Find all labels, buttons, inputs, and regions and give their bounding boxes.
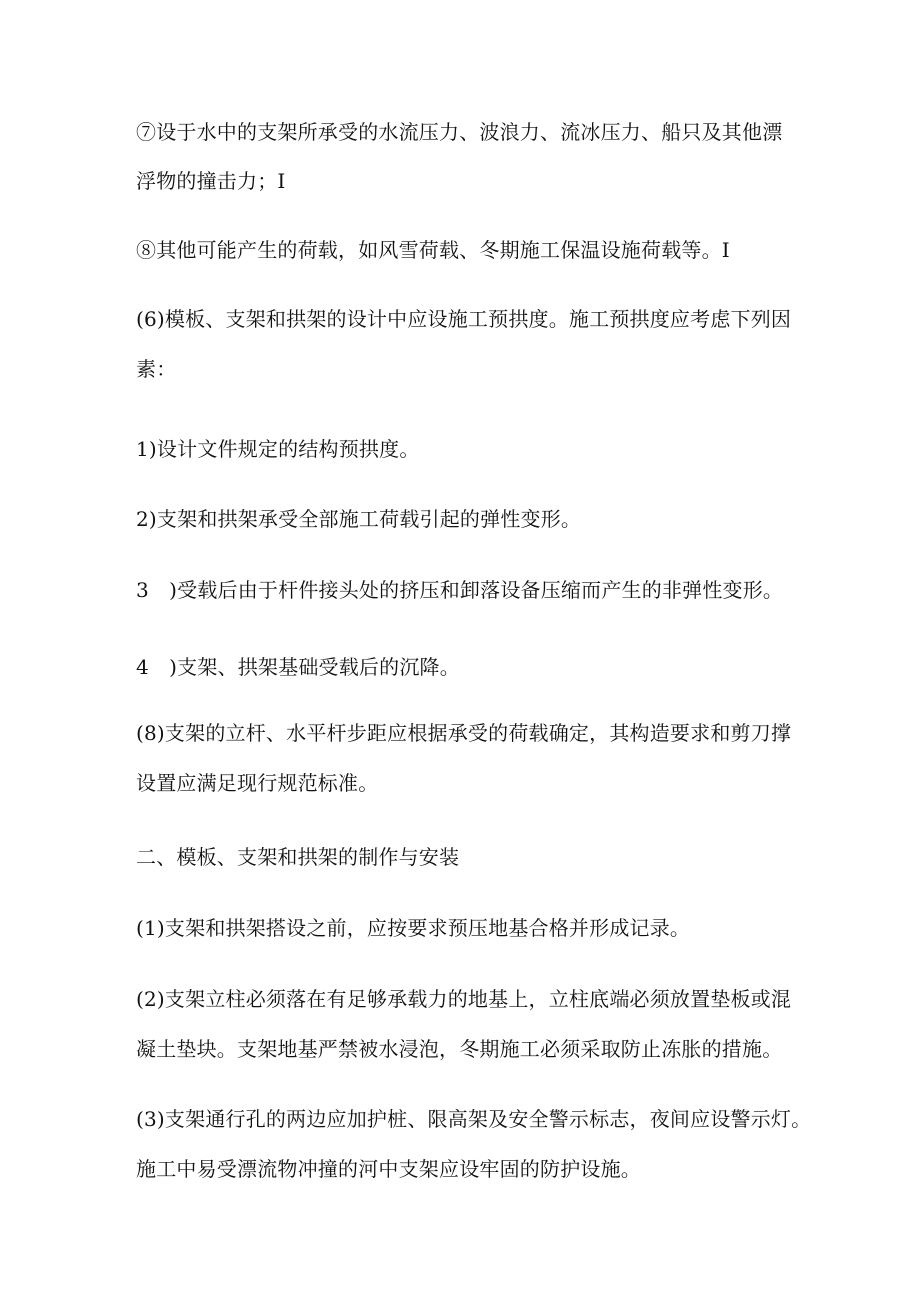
paragraph-2-line-2: 凝土垫块。支架地基严禁被水浸泡，冬期施工必须采取防止冻胀的措施。 — [136, 1037, 783, 1061]
list-item-4: 4 )支架、拱架基础受载后的沉降。 — [136, 655, 460, 679]
paragraph-1-line-1: (1)支架和拱架搭设之前，应按要求预压地基合格并形成记录。 — [136, 916, 691, 940]
paragraph-3-line-1: (3)支架通行孔的两边应加护桩、限高架及安全警示标志，夜间应设警示灯。 — [136, 1107, 812, 1131]
paragraph-8b-line-1: (8)支架的立杆、水平杆步距应根据承受的荷载确定，其构造要求和剪刀撑 — [136, 721, 792, 745]
paragraph-2-line-1: (2)支架立柱必须落在有足够承载力的地基上，立柱底端必须放置垫板或混 — [136, 987, 792, 1011]
section-heading: 二、模板、支架和拱架的制作与安装 — [136, 845, 460, 869]
paragraph-3-line-2: 施工中易受漂流物冲撞的河中支架应设牢固的防护设施。 — [136, 1157, 641, 1181]
list-item-3: 3 )受载后由于杆件接头处的挤压和卸落设备压缩而产生的非弹性变形。 — [136, 578, 784, 602]
paragraph-6-line-1: (6)模板、支架和拱架的设计中应设施工预拱度。施工预拱度应考虑下列因 — [136, 307, 792, 331]
paragraph-7-line-2: 浮物的撞击力；I — [136, 169, 286, 193]
paragraph-8b-line-2: 设置应满足现行规范标准。 — [136, 771, 379, 795]
paragraph-7-line-1: ⑦设于水中的支架所承受的水流压力、波浪力、流冰压力、船只及其他漂 — [136, 120, 783, 144]
list-item-1: 1)设计文件规定的结构预拱度。 — [136, 437, 420, 461]
paragraph-6-line-2: 素： — [136, 357, 177, 381]
paragraph-8-line-1: ⑧其他可能产生的荷载，如风雪荷载、冬期施工保温设施荷载等。I — [136, 238, 730, 262]
list-item-2: 2)支架和拱架承受全部施工荷载引起的弹性变形。 — [136, 507, 582, 531]
